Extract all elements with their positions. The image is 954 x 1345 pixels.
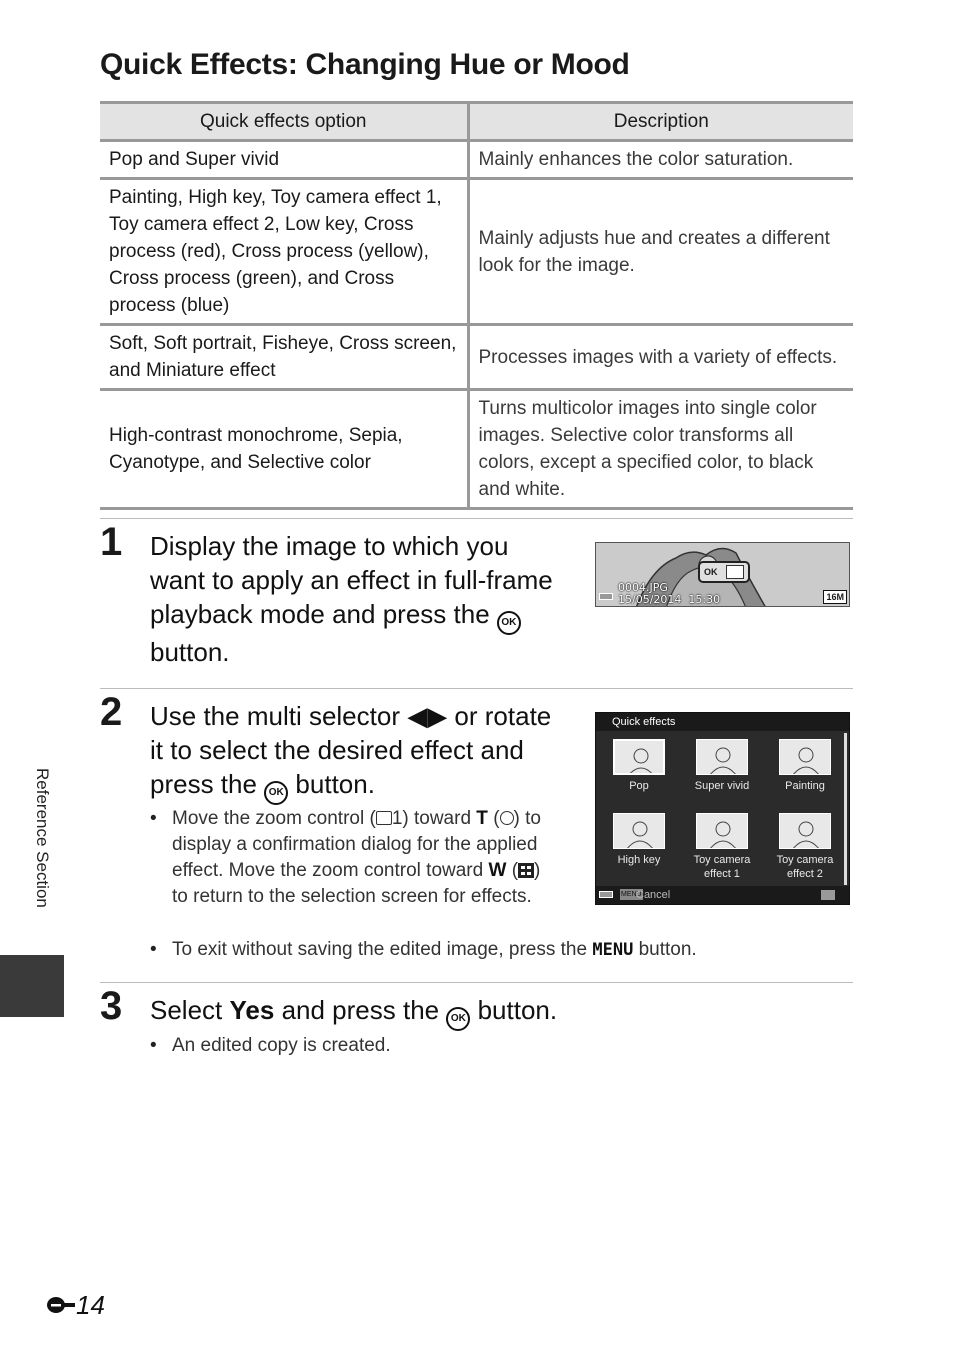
step2-instruction [150,699,570,805]
book-reference-icon [376,811,392,825]
step2-text-a: Use the multi selector ◀▶ or rotate it to select the desired effect and press the [150,701,552,799]
ok-button-icon: OK [497,611,521,635]
step-divider [100,982,853,983]
ok-button-icon: OK [446,1007,470,1031]
cancel-label[interactable]: Cancel [636,889,671,901]
table-row [100,325,853,390]
yes-option-label: Yes [229,995,275,1025]
thumb-label: Toy camera effect 2 [776,854,834,880]
table-header-row [100,103,853,141]
step-divider [100,688,853,689]
list-item: • Move the zoom control ( 1) toward T ( ) to display a confirmation dialog for the applied effect. Move the zoom control toward W ( ) to return to the selection screen for effects. [150,806,560,910]
thumbnail-grid-icon [518,863,534,878]
playback-screen [595,542,850,607]
section-tab-marker [0,955,64,1017]
page-number: 14 [46,1290,105,1321]
ok-label: OK [704,567,718,577]
table-cell-option: Pop and Super vivid [100,141,468,179]
ok-button-icon: OK [264,781,288,805]
portrait-thumbnail-icon [613,813,665,849]
battery-icon [599,891,613,898]
table-row [100,179,853,325]
step2-text-b: button. [295,769,375,799]
screen-footer [596,886,849,904]
thumb-label: Pop [629,780,649,792]
effect-thumb-super-vivid[interactable] [682,739,762,793]
table-cell-description: Turns multicolor images into single color images. Selective color transforms all colors, except a specified color, to black and white. [468,390,853,509]
menu-button-icon: MENU [592,940,634,960]
effect-thumb-painting[interactable] [765,739,845,793]
column-header-description: Description [468,103,853,141]
ok-effect-indicator [698,561,750,583]
list-item: • An edited copy is created. [150,1033,750,1059]
thumb-label: Toy camera effect 1 [693,854,751,880]
zoom-magnifier-icon [821,890,835,900]
effect-thumb-toy-camera-1[interactable] [682,813,762,881]
screen-header: Quick effects [596,713,849,731]
step-number: 1 [100,520,123,564]
list-item: • To exit without saving the edited image, press the MENU button. [150,937,850,963]
step1-instruction [150,529,570,669]
zoom-magnifier-icon [500,811,514,825]
thumb-label: Painting [785,780,825,792]
table-row [100,141,853,179]
effect-thumb-high-key[interactable] [599,813,679,867]
step3-bullets [150,1033,750,1059]
step1-text-a: Display the image to which you want to apply an effect in full-frame playback mode and press the [150,531,553,629]
step-number: 3 [100,984,123,1028]
table-cell-description: Mainly adjusts hue and creates a different look for the image. [468,179,853,325]
thumb-label: Super vivid [694,780,750,792]
date-time: 15/05/2014 15:30 [618,593,721,606]
table-cell-option: High-contrast monochrome, Sepia, Cyanotype, and Selective color [100,390,468,509]
page-title: Quick Effects: Changing Hue or Mood [100,48,630,81]
image-size-icon: 16M [823,590,847,604]
effect-icon [726,565,744,579]
step3-instruction: Select Yes and press the OK button. [150,993,850,1031]
section-side-label: Reference Section [33,768,52,908]
menu-button-icon: MENU [621,891,642,898]
portrait-thumbnail-icon [779,739,831,775]
quick-effects-screen [595,712,850,905]
table-cell-option: Painting, High key, Toy camera effect 1, Toy camera effect 2, Low key, Cross process (red), Cross process (yellow), Cross process (green), and Cross process (blue) [100,179,468,325]
portrait-thumbnail-icon [613,739,665,775]
column-header-option: Quick effects option [100,103,468,141]
portrait-thumbnail-icon [779,813,831,849]
tele-t-icon: T [476,808,488,829]
portrait-thumbnail-icon [696,813,748,849]
step1-text-b: button. [150,637,230,667]
step-divider [100,518,853,519]
battery-icon [599,593,613,600]
table-row [100,390,853,509]
wide-w-icon: W [488,860,507,881]
effect-thumb-pop[interactable] [599,739,679,793]
quick-effects-table [100,101,853,510]
portrait-thumbnail-icon [696,739,748,775]
table-cell-description: Mainly enhances the color saturation. [468,141,853,179]
table-cell-option: Soft, Soft portrait, Fisheye, Cross screen, and Miniature effect [100,325,468,390]
step2-bullets [150,806,560,910]
step-number: 2 [100,690,123,734]
reference-section-e-icon [46,1292,76,1314]
effect-thumb-toy-camera-2[interactable] [765,813,845,881]
thumb-label: High key [617,854,661,866]
table-cell-description: Processes images with a variety of effects. [468,325,853,390]
step2-bullets-wide [150,937,850,963]
file-name: 0004.JPG [618,581,668,594]
